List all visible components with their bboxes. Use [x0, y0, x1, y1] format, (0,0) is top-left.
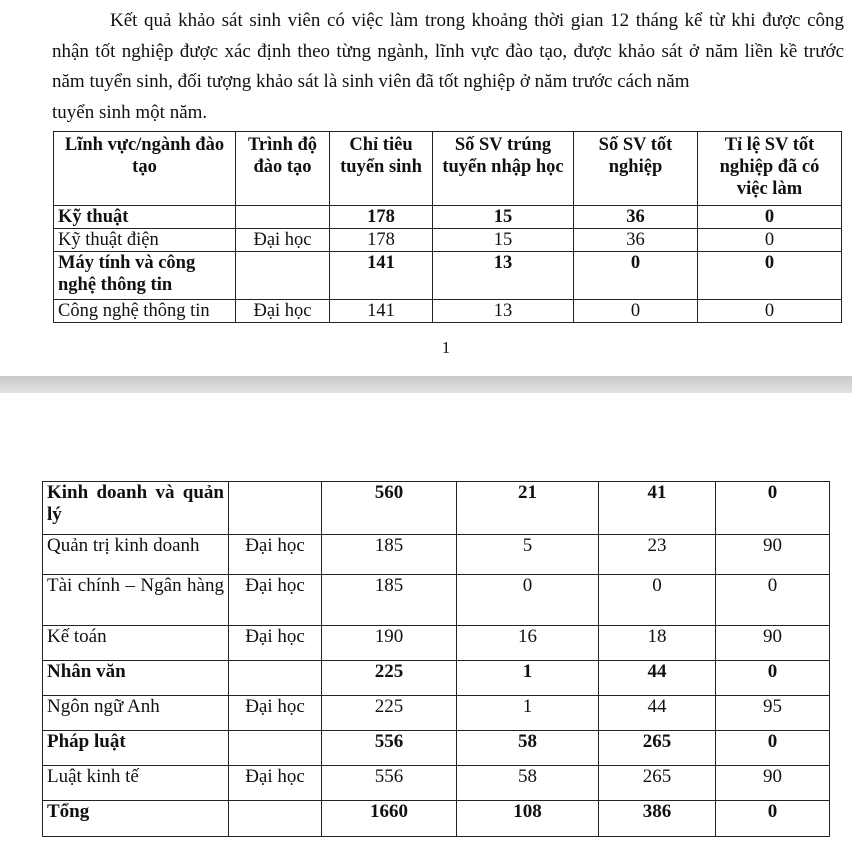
cell-quota: 185	[322, 575, 457, 626]
cell-quota: 178	[330, 206, 433, 229]
cell-enrolled: 13	[433, 252, 574, 300]
cell-graduated: 265	[599, 766, 716, 801]
cell-enrolled: 15	[433, 206, 574, 229]
intro-paragraph	[52, 6, 844, 128]
para-line-2: công nhận tốt nghiệp được xác định theo từng ngành, lĩnh vực đào tạo, được khảo sát ở năm liền	[52, 10, 844, 62]
table-row-total	[43, 801, 830, 837]
cell-level	[229, 482, 322, 535]
cell-quota: 556	[322, 731, 457, 766]
cell-level	[229, 731, 322, 766]
table-row	[43, 626, 830, 661]
cell-level: Đại học	[229, 696, 322, 731]
cell-level: Đại học	[236, 229, 330, 252]
table-row	[43, 575, 830, 626]
cell-employed: 0	[698, 252, 842, 300]
cell-quota: 185	[322, 535, 457, 575]
cell-employed: 0	[698, 229, 842, 252]
page-number: 1	[441, 338, 451, 357]
cell-graduated: 0	[599, 575, 716, 626]
cell-enrolled: 1	[457, 696, 599, 731]
cell-level: Đại học	[229, 766, 322, 801]
table-row	[43, 535, 830, 575]
cell-enrolled: 1	[457, 661, 599, 696]
cell-enrolled: 0	[457, 575, 599, 626]
table-row	[54, 252, 842, 300]
cell-employed: 0	[716, 731, 830, 766]
cell-level	[229, 801, 322, 837]
table-row	[43, 482, 830, 535]
cell-graduated: 41	[599, 482, 716, 535]
cell-graduated: 44	[599, 696, 716, 731]
cell-level: Đại học	[229, 626, 322, 661]
table-row	[43, 766, 830, 801]
table-header-row	[54, 132, 842, 206]
employment-table-part1	[53, 131, 842, 323]
header-field: Lĩnh vực/ngành đào tạo	[54, 132, 236, 206]
cell-employed: 95	[716, 696, 830, 731]
cell-employed: 0	[716, 575, 830, 626]
cell-graduated: 386	[599, 801, 716, 837]
employment-table-part2	[42, 481, 830, 837]
cell-level: Đại học	[229, 575, 322, 626]
cell-employed: 0	[716, 801, 830, 837]
table-row	[43, 731, 830, 766]
table-row	[43, 696, 830, 731]
cell-level: Đại học	[229, 535, 322, 575]
para-line-1: Kết quả khảo sát sinh viên có việc làm trong khoảng thời gian 12 tháng kể từ khi được	[110, 10, 801, 31]
cell-quota: 1660	[322, 801, 457, 837]
cell-enrolled: 58	[457, 766, 599, 801]
cell-field: Kỹ thuật	[54, 206, 236, 229]
header-enrolled: Số SV trúng tuyển nhập học	[433, 132, 574, 206]
cell-field: Nhân văn	[43, 661, 229, 696]
table-row	[54, 300, 842, 323]
cell-quota: 560	[322, 482, 457, 535]
header-graduated: Số SV tốt nghiệp	[574, 132, 698, 206]
cell-enrolled: 5	[457, 535, 599, 575]
cell-level	[236, 252, 330, 300]
cell-field: Pháp luật	[43, 731, 229, 766]
cell-graduated: 36	[574, 229, 698, 252]
cell-quota: 141	[330, 300, 433, 323]
table-row	[54, 229, 842, 252]
page-separator	[0, 376, 852, 393]
cell-field: Tài chính – Ngân hàng	[43, 575, 229, 626]
cell-level	[236, 206, 330, 229]
cell-employed: 0	[716, 661, 830, 696]
cell-level: Đại học	[236, 300, 330, 323]
cell-field: Kế toán	[43, 626, 229, 661]
cell-employed: 90	[716, 766, 830, 801]
cell-quota: 225	[322, 696, 457, 731]
cell-field: Kỹ thuật điện	[54, 229, 236, 252]
cell-enrolled: 15	[433, 229, 574, 252]
cell-quota: 225	[322, 661, 457, 696]
header-quota: Chỉ tiêu tuyển sinh	[330, 132, 433, 206]
cell-employed: 0	[698, 206, 842, 229]
cell-graduated: 0	[574, 300, 698, 323]
cell-quota: 141	[330, 252, 433, 300]
cell-enrolled: 58	[457, 731, 599, 766]
table-row	[54, 206, 842, 229]
cell-field: Công nghệ thông tin	[54, 300, 236, 323]
cell-employed: 90	[716, 626, 830, 661]
table-row	[43, 661, 830, 696]
cell-field: Tổng	[43, 801, 229, 837]
cell-employed: 90	[716, 535, 830, 575]
cell-graduated: 18	[599, 626, 716, 661]
cell-enrolled: 16	[457, 626, 599, 661]
cell-graduated: 36	[574, 206, 698, 229]
para-line-4: tuyển sinh một năm.	[52, 101, 208, 123]
cell-graduated: 23	[599, 535, 716, 575]
cell-field: Máy tính và công nghệ thông tin	[54, 252, 236, 300]
cell-employed: 0	[716, 482, 830, 535]
cell-quota: 178	[330, 229, 433, 252]
header-level: Trình độ đào tạo	[236, 132, 330, 206]
cell-field: Luật kinh tế	[43, 766, 229, 801]
cell-graduated: 265	[599, 731, 716, 766]
cell-enrolled: 13	[433, 300, 574, 323]
cell-enrolled: 21	[457, 482, 599, 535]
cell-enrolled: 108	[457, 801, 599, 837]
header-employed: Tỉ lệ SV tốt nghiệp đã có việc làm	[698, 132, 842, 206]
cell-graduated: 44	[599, 661, 716, 696]
cell-field: Kinh doanh và quản lý	[43, 482, 229, 535]
cell-quota: 556	[322, 766, 457, 801]
para-line-3: kề trước năm tuyển sinh, đối tượng khảo sát là sinh viên đã tốt nghiệp ở năm trước cách năm	[52, 40, 844, 92]
cell-employed: 0	[698, 300, 842, 323]
cell-field: Ngôn ngữ Anh	[43, 696, 229, 731]
cell-level	[229, 661, 322, 696]
cell-field: Quản trị kinh doanh	[43, 535, 229, 575]
cell-graduated: 0	[574, 252, 698, 300]
cell-quota: 190	[322, 626, 457, 661]
